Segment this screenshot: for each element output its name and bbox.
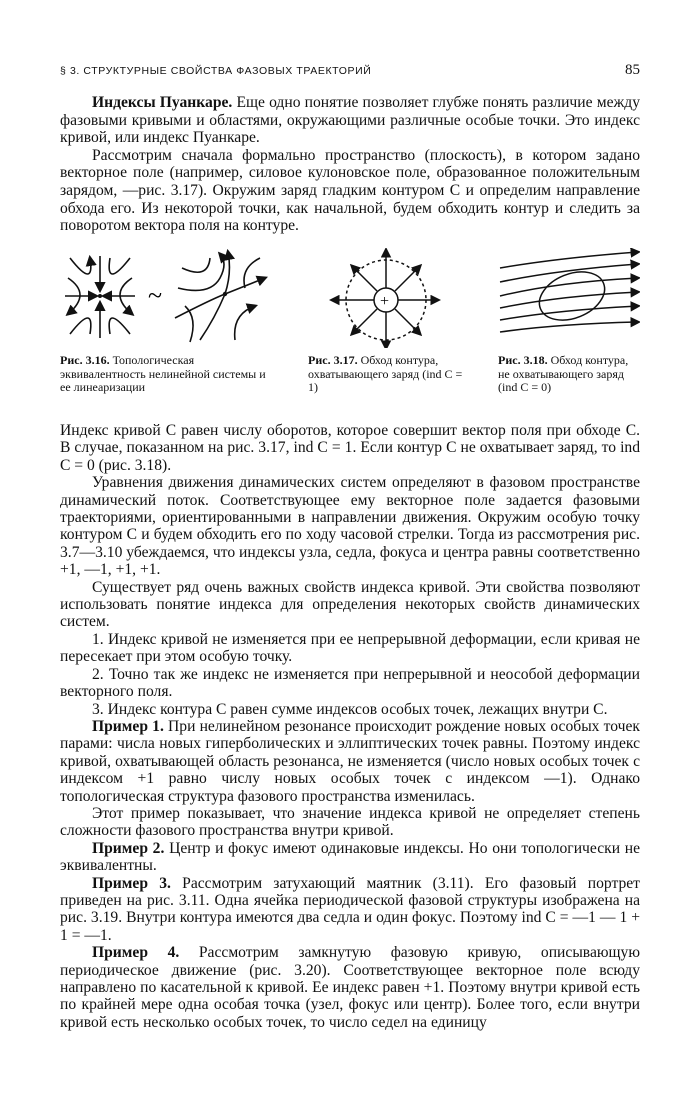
example-lead: Пример 4. <box>92 944 180 962</box>
list-item: 2. Точно так же индекс не изменяется при непрерывной и неособой деформации векторного поля. <box>60 665 640 701</box>
paragraph: Существует ряд очень важных свойств индекса кривой. Эти свойства позволяют использовать понятие индекса для определения некоторых свойств динамических систем. <box>60 578 640 631</box>
intro-text <box>60 94 640 235</box>
example-paragraph <box>60 718 640 805</box>
paragraph-lead: Индексы Пуанкаре. <box>92 94 233 111</box>
nonlinear-saddle <box>175 252 265 342</box>
list-item: 1. Индекс кривой не изменяется при ее непрерывной деформации, если кривая не пересекает при этом особую точку. <box>60 630 640 666</box>
figure-label: Рис. 3.16. <box>60 353 110 367</box>
caption-text: Топологическая эквивалентность нелинейной системы и ее линеаризации <box>60 353 266 394</box>
figure-3-18 <box>498 248 640 395</box>
figure-3-17 <box>308 248 468 395</box>
caption-text: Обход контура, охватывающего заряд (ind C = 1) <box>308 353 463 394</box>
saddle-equivalence-diagram <box>60 248 270 348</box>
figure-caption <box>60 354 270 395</box>
example-lead: Пример 2. <box>92 839 165 857</box>
example-paragraph <box>60 944 640 1031</box>
example-text: Рассмотрим замкнутую фазовую кривую, описывающую периодическое движение (рис. 3.20). Соответствующее векторное поле всюду направлено по касательной к кривой. Ее индекс равен +1. Поэтому внутри кривой есть по крайней мере одна особая точка (узел, фокус или центр). Более того, если внутри кривой есть несколько особых точек, то число седел на единицу <box>60 944 640 1031</box>
figure-label: Рис. 3.17. <box>308 353 358 367</box>
example-lead: Пример 3. <box>92 874 171 892</box>
example-paragraph <box>60 840 640 875</box>
list-item: 3. Индекс контура C равен сумме индексов особых точек, лежащих внутри C. <box>92 700 608 718</box>
coulomb-field-diagram <box>308 248 468 348</box>
paragraph <box>60 94 640 147</box>
example-text: Центр и фокус имеют одинаковые индексы. Но они топологически не эквивалентны. <box>60 839 640 875</box>
figure-caption <box>308 354 468 395</box>
paragraph: Индекс кривой C равен числу оборотов, которое совершит вектор поля при обходе C. В случае, показанном на рис. 3.17, ind C = 1. Если контур C не охватывает заряд, то ind C = 0 (рис. 3.18). <box>60 422 640 474</box>
running-header <box>60 62 640 82</box>
page-number: 85 <box>625 62 640 78</box>
main-text <box>60 422 640 1031</box>
example-lead: Пример 1. <box>92 717 164 735</box>
figure-label: Рис. 3.18. <box>498 353 548 367</box>
caption-text: Обход контура, не охватывающего заряд (ind C = 0) <box>498 353 629 394</box>
paragraph: Рассмотрим сначала формально пространство (плоскость), в котором задано векторное поле (например, силовое кулоновское поле, образованное положительным зарядом, —рис. 3.17). Окружим заряд гладким контуром C и определим направление обхода его. Из некоторой точки, как начальной, будем обходить контур и следить за поворотом вектора поля на контуре. <box>60 146 640 235</box>
example-text: При нелинейном резонансе происходит рождение новых особых точек парами: числа новых гиперболических и эллиптических точек равны. Поэтому индекс кривой, охватывающей область резонанса, не изменяется (число новых особых точек с индексом +1 равно числу новых особых точек с индексом —1). Однако топологическая структура фазового пространства изменилась. <box>60 717 640 805</box>
example-paragraph <box>60 875 640 945</box>
tilde-symbol: ~ <box>148 281 163 310</box>
field-lines-diagram <box>498 248 640 348</box>
paragraph: Уравнения движения динамических систем определяют в фазовом пространстве динамический поток. Соответствующее ему векторное поле задается фазовыми траекториями, ориентированными в направлении движения. Окружим особую точку контуром C и будем обходить его по ходу часовой стрелки. Тогда из рассмотрения рис. 3.7—3.10 убеждаемся, что индексы узла, седла, фокуса и центра равны соответственно +1, —1, +1, +1. <box>60 474 640 579</box>
paragraph: Этот пример показывает, что значение индекса кривой не определяет степень сложности фазового пространства внутри кривой. <box>60 804 640 840</box>
section-title: § 3. СТРУКТУРНЫЕ СВОЙСТВА ФАЗОВЫХ ТРАЕКТОРИЙ <box>60 65 372 77</box>
figure-3-16 <box>60 248 270 395</box>
figure-caption <box>498 354 640 395</box>
charge-symbol: + <box>380 293 390 310</box>
example-text: Рассмотрим затухающий маятник (3.11). Его фазовый портрет приведен на рис. 3.11. Одна ячейка периодической фазовой структуры изображена на рис. 3.19. Внутри контура имеются два седла и один фокус. Поэтому ind C = —1 — 1 + 1 = —1. <box>60 874 640 944</box>
paragraph-body: Еще одно понятие позволяет глубже понять различие между фазовыми кривыми и областями, окружающими различные особые точки. Это индекс кривой, или индекс Пуанкаре. <box>60 94 640 147</box>
figure-row <box>60 248 640 418</box>
